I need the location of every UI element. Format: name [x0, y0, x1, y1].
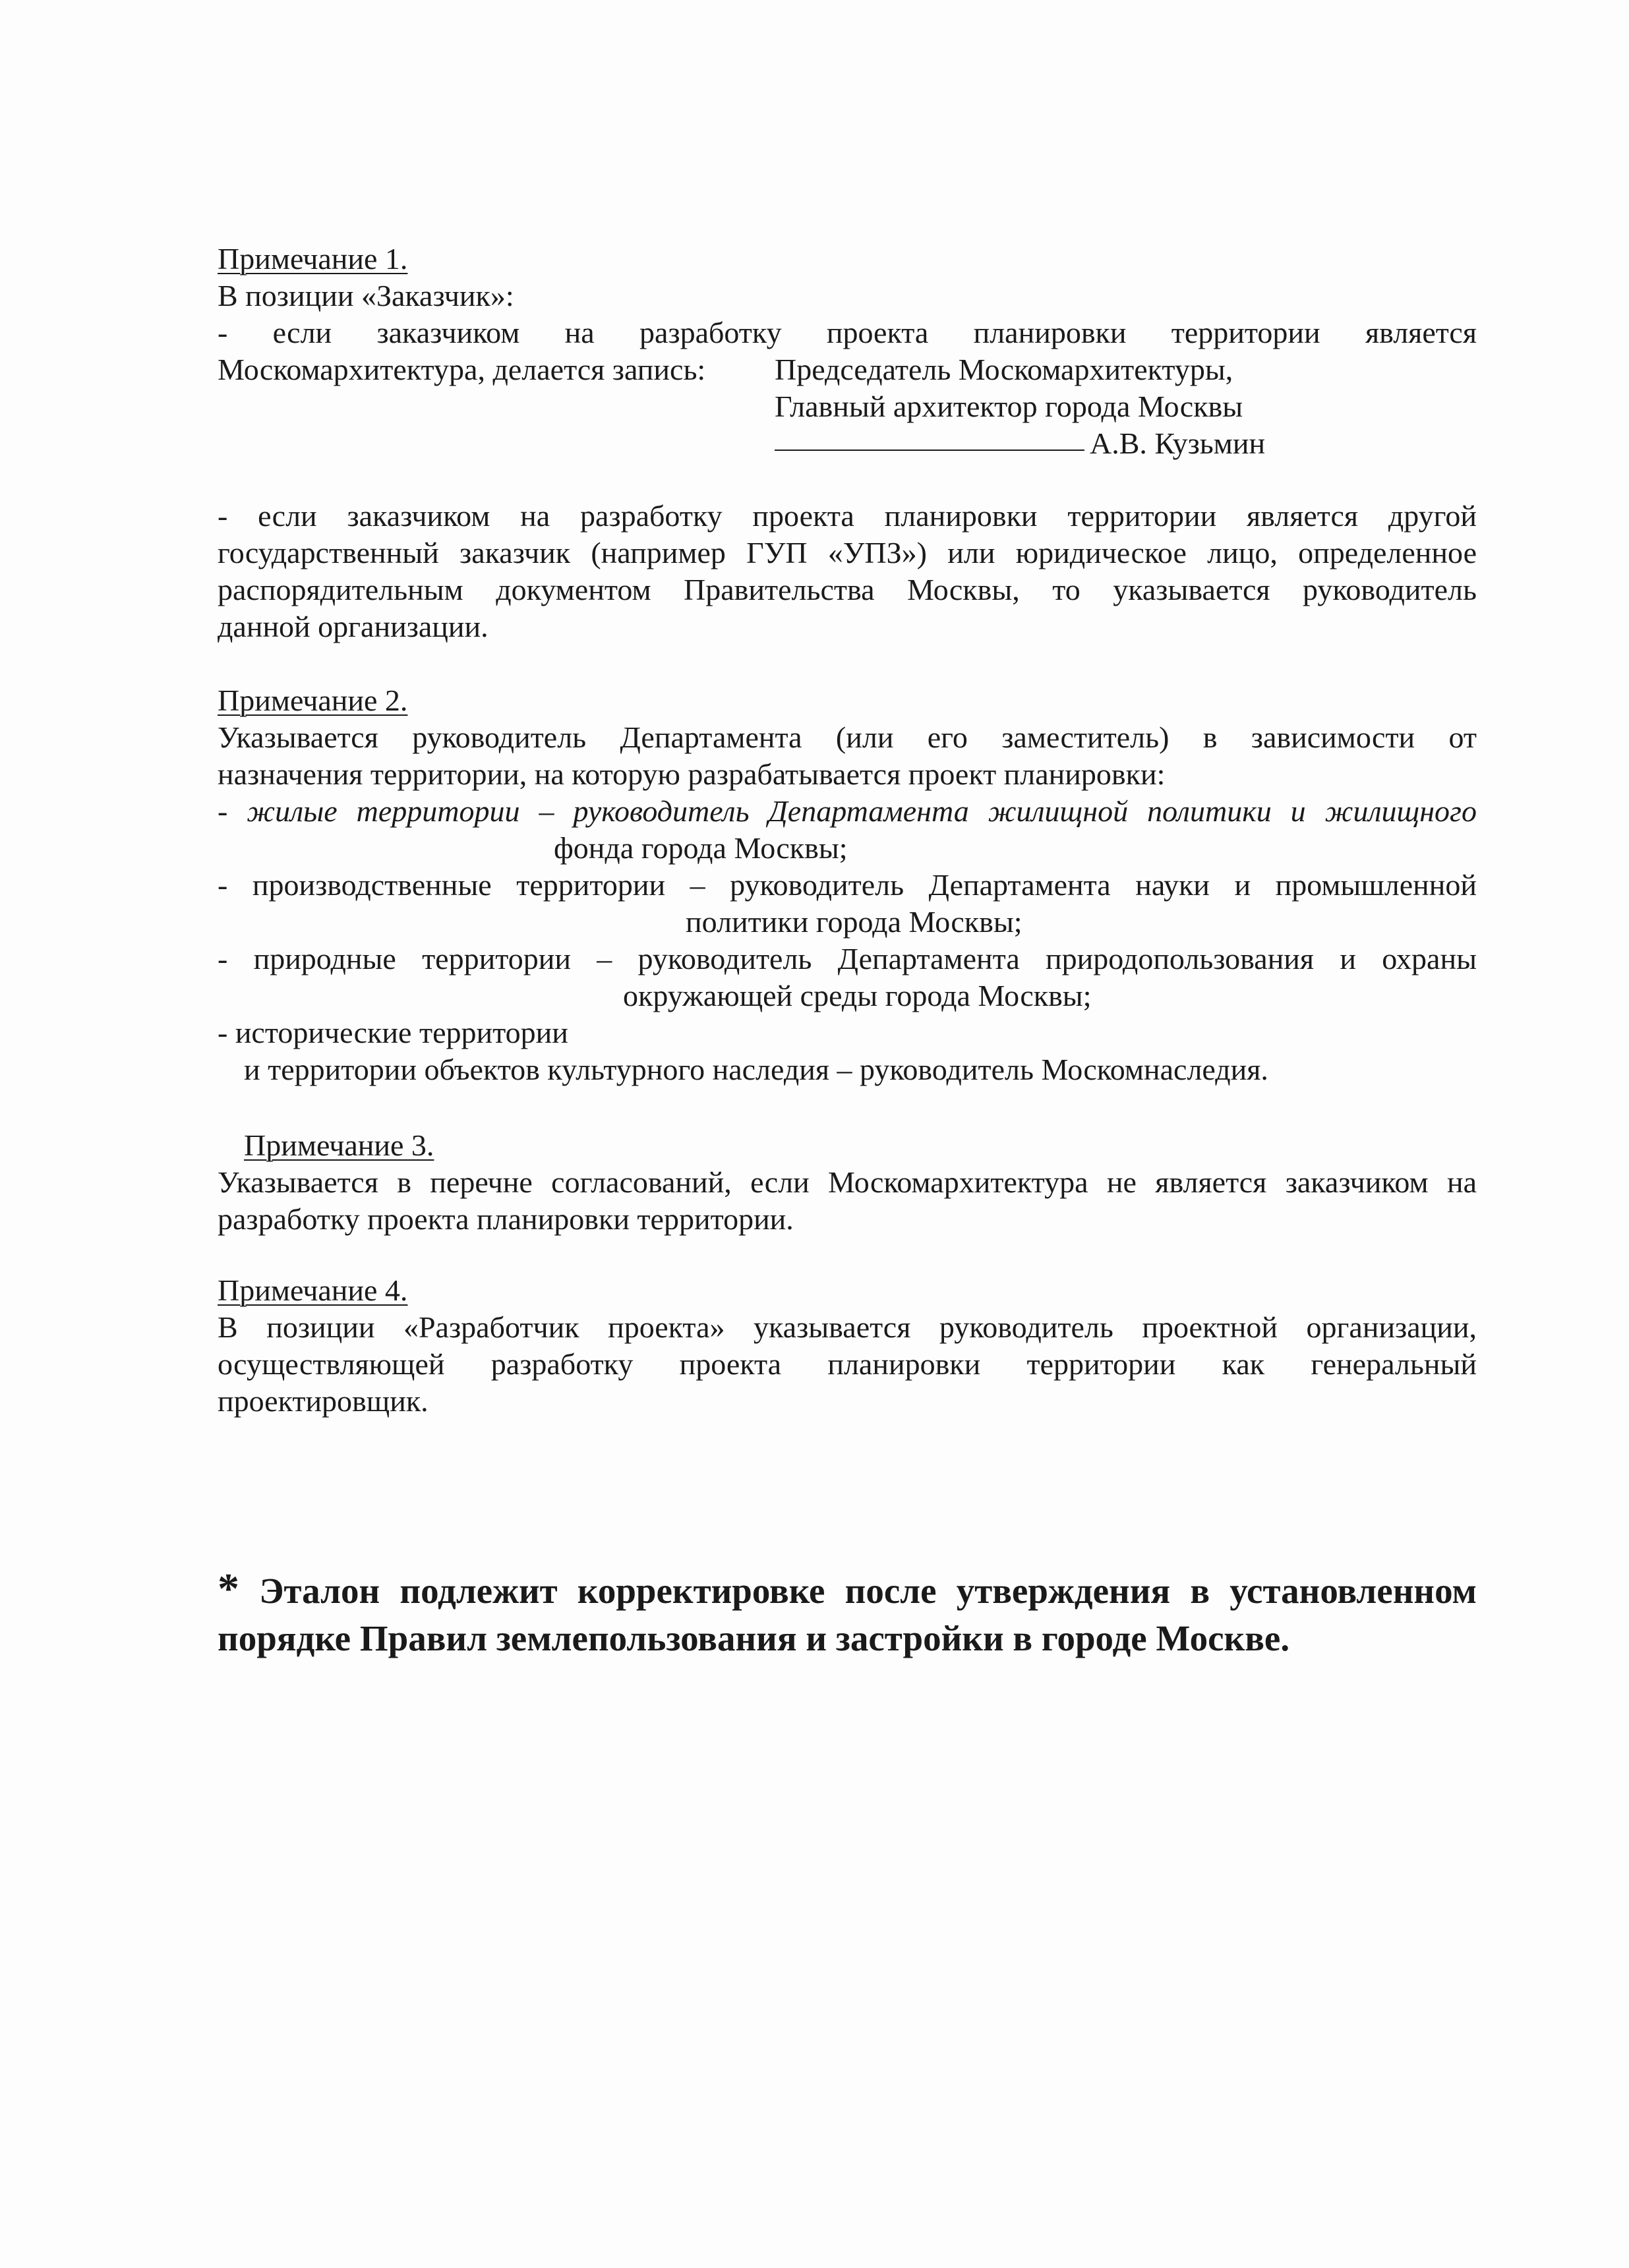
note2-item4-line2: и территории объектов культурного наследия – руководитель Москомнаследия.: [244, 1053, 1268, 1086]
signature-title-2: Главный архитектор города Москвы: [775, 390, 1243, 423]
note2-item3-line2: окружающей среды города Москвы;: [623, 979, 1092, 1012]
note2-item2-line1: - производственные территории – руководитель Департамента науки и промышленной: [218, 868, 1477, 902]
note2-item1-line2: фонда города Москвы;: [554, 831, 848, 865]
note4-line3: проектировщик.: [218, 1384, 429, 1418]
note1-heading: Примечание 1.: [218, 242, 408, 276]
note1-p2-line4: данной организации.: [218, 610, 489, 643]
note2-line2: назначения территории, на которую разрабатывается проект планировки:: [218, 757, 1166, 791]
note1-p2-line1: - если заказчиком на разработку проекта планировки территории является другой: [218, 499, 1477, 533]
note1-p2-line2: государственный заказчик (например ГУП «УПЗ») или юридическое лицо, определенное: [218, 536, 1477, 569]
note4-line1: В позиции «Разработчик проекта» указывается руководитель проектной организации,: [218, 1310, 1477, 1344]
note3-section: [218, 1127, 1477, 1238]
note2-item4-line1: - исторические территории: [218, 1016, 568, 1049]
footer-line1-text: Эталон подлежит корректировке после утверждения в установленном: [259, 1571, 1477, 1611]
note4-heading: Примечание 4.: [218, 1273, 408, 1307]
signature-name: А.В. Кузьмин: [1090, 426, 1266, 460]
signature-name-row: [775, 425, 1265, 462]
note1-line2-left: Москомархитектура, делается запись:: [218, 353, 706, 386]
note1-line1: - если заказчиком на разработку проекта планировки территории является: [218, 316, 1477, 349]
note1-paragraph2: [218, 498, 1477, 645]
note4-section: [218, 1272, 1477, 1420]
note3-line2: разработку проекта планировки территории.: [218, 1202, 794, 1236]
signature-line: [775, 450, 1084, 451]
note2-heading: Примечание 2.: [218, 683, 408, 717]
note2-line1: Указывается руководитель Департамента (или его заместитель) в зависимости от: [218, 720, 1477, 754]
footer-note: [218, 1565, 1477, 1662]
note1-intro: В позиции «Заказчик»:: [218, 279, 514, 312]
asterisk-mark: *: [218, 1565, 239, 1613]
note2-item2-line2: политики города Москвы;: [686, 905, 1022, 939]
note1-p2-line3: распорядительным документом Правительства Москвы, то указывается руководитель: [218, 573, 1477, 606]
signature-title-1: Председатель Москомархитектуры,: [775, 353, 1233, 386]
signature-block: [775, 351, 1265, 462]
note3-heading: Примечание 3.: [244, 1128, 434, 1162]
footer-line1: [218, 1565, 1477, 1615]
note4-line2: осуществляющей разработку проекта планировки территории как генеральный: [218, 1347, 1477, 1381]
note3-line1: Указывается в перечне согласований, если Москомархитектура не является заказчиком на: [218, 1165, 1477, 1199]
note2-section: [218, 682, 1477, 1088]
footer-line2: порядке Правил землепользования и застройки в городе Москве.: [218, 1618, 1290, 1658]
note2-item3-line1: - природные территории – руководитель Департамента природопользования и охраны: [218, 942, 1477, 975]
note2-item1-line1: - жилые территории – руководитель Департамента жилищной политики и жилищного: [218, 794, 1477, 828]
